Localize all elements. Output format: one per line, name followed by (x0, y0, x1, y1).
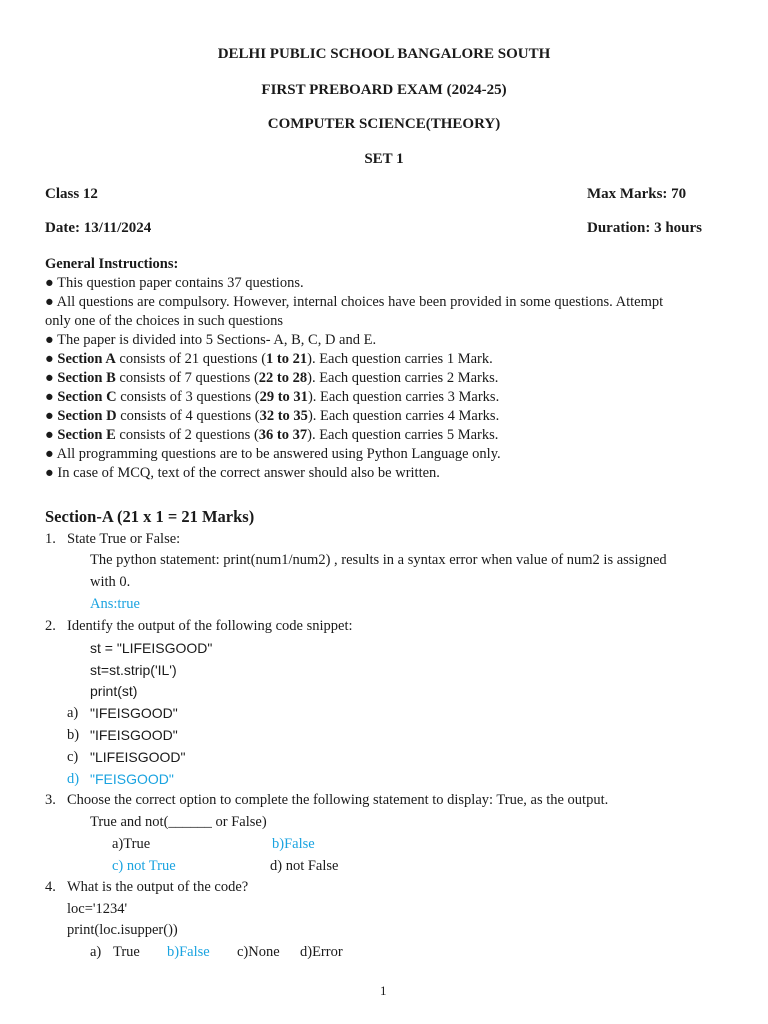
exam-date: Date: 13/11/2024 (45, 220, 152, 236)
q3-text: Choose the correct option to complete the following statement to display: True, as the output. (67, 792, 609, 808)
bullet: ● (45, 332, 54, 348)
q1-answer: Ans:true (90, 596, 140, 612)
instructions-title: General Instructions: (45, 256, 179, 272)
q2-text: Identify the output of the following code snippet: (67, 618, 353, 634)
instruction-item: ● This question paper contains 37 questions. (45, 275, 304, 291)
q2-code-line: st=st.strip('IL') (90, 662, 177, 678)
q2-option-c: "LIFEISGOOD" (90, 749, 186, 765)
q2-option-a: "IFEISGOOD" (90, 705, 178, 721)
page-number: 1 (380, 983, 387, 998)
instruction-item: ● The paper is divided into 5 Sections- A, B, C, D and E. (45, 332, 377, 348)
instruction-section-b: ● Section B consists of 7 questions (22 to 28). Each question carries 2 Marks. (45, 370, 499, 386)
q2-option-b: "IFEISGOOD" (90, 727, 178, 743)
q4-text: What is the output of the code? (67, 879, 249, 895)
q4-option-a: True (113, 944, 140, 960)
q3-number: 3. (45, 792, 56, 808)
q4-option-c: c)None (237, 944, 280, 960)
q2-option-d-correct: "FEISGOOD" (90, 771, 174, 787)
q1-statement-cont: with 0. (90, 574, 131, 590)
q4-option-d: d)Error (300, 944, 343, 960)
instruction-item: ● All programming questions are to be answered using Python Language only. (45, 446, 501, 462)
q2-option-d-label: d) (67, 771, 80, 787)
exam-duration: Duration: 3 hours (587, 220, 703, 236)
set-label: SET 1 (364, 151, 404, 167)
q1-statement: The python statement: print(num1/num2) , results in a syntax error when value of num2 is assigned (90, 552, 667, 568)
instruction-section-c: ● Section C consists of 3 questions (29 to 31). Each question carries 3 Marks. (45, 389, 500, 405)
q1-text: State True or False: (67, 531, 181, 547)
q2-code-line: st = "LIFEISGOOD" (90, 640, 213, 656)
school-name: DELHI PUBLIC SCHOOL BANGALORE SOUTH (217, 46, 551, 62)
q2-number: 2. (45, 618, 56, 634)
bullet: ● (45, 294, 54, 310)
q3-statement: True and not(______ or False) (90, 814, 267, 830)
instruction-section-a: ● Section A consists of 21 questions (1 to 21). Each question carries 1 Mark. (45, 351, 493, 367)
q3-option-a: a)True (112, 836, 151, 852)
exam-title: FIRST PREBOARD EXAM (2024-25) (261, 82, 507, 98)
q3-option-d: d) not False (270, 858, 339, 874)
class-label: Class 12 (45, 186, 98, 202)
instruction-section-e: ● Section E consists of 2 questions (36 to 37). Each question carries 5 Marks. (45, 427, 499, 443)
section-a-title: Section-A (21 x 1 = 21 Marks) (45, 507, 255, 526)
q4-code-line: loc='1234' (67, 901, 128, 917)
q2-option-b-label: b) (67, 727, 80, 743)
bullet: ● (45, 275, 54, 291)
q4-number: 4. (45, 879, 56, 895)
instruction-item-cont: only one of the choices in such questions (45, 313, 283, 329)
subject-title: COMPUTER SCIENCE(THEORY) (267, 116, 501, 132)
instruction-item: ● In case of MCQ, text of the correct answer should also be written. (45, 465, 440, 481)
q1-number: 1. (45, 531, 56, 547)
q2-option-c-label: c) (67, 749, 79, 765)
q2-code-line: print(st) (90, 683, 138, 699)
q3-option-b: b)False (272, 836, 315, 852)
q4-option-a-label: a) (90, 944, 102, 960)
q3-option-c-correct: c) not True (112, 858, 176, 874)
q4-option-b-correct: b)False (167, 944, 210, 960)
max-marks: Max Marks: 70 (587, 186, 687, 202)
q4-code-line: print(loc.isupper()) (67, 922, 178, 938)
q2-option-a-label: a) (67, 705, 79, 721)
instruction-item: ● All questions are compulsory. However, internal choices have been provided in some questions. Attempt (45, 294, 664, 310)
instruction-section-d: ● Section D consists of 4 questions (32 to 35). Each question carries 4 Marks. (45, 408, 500, 424)
